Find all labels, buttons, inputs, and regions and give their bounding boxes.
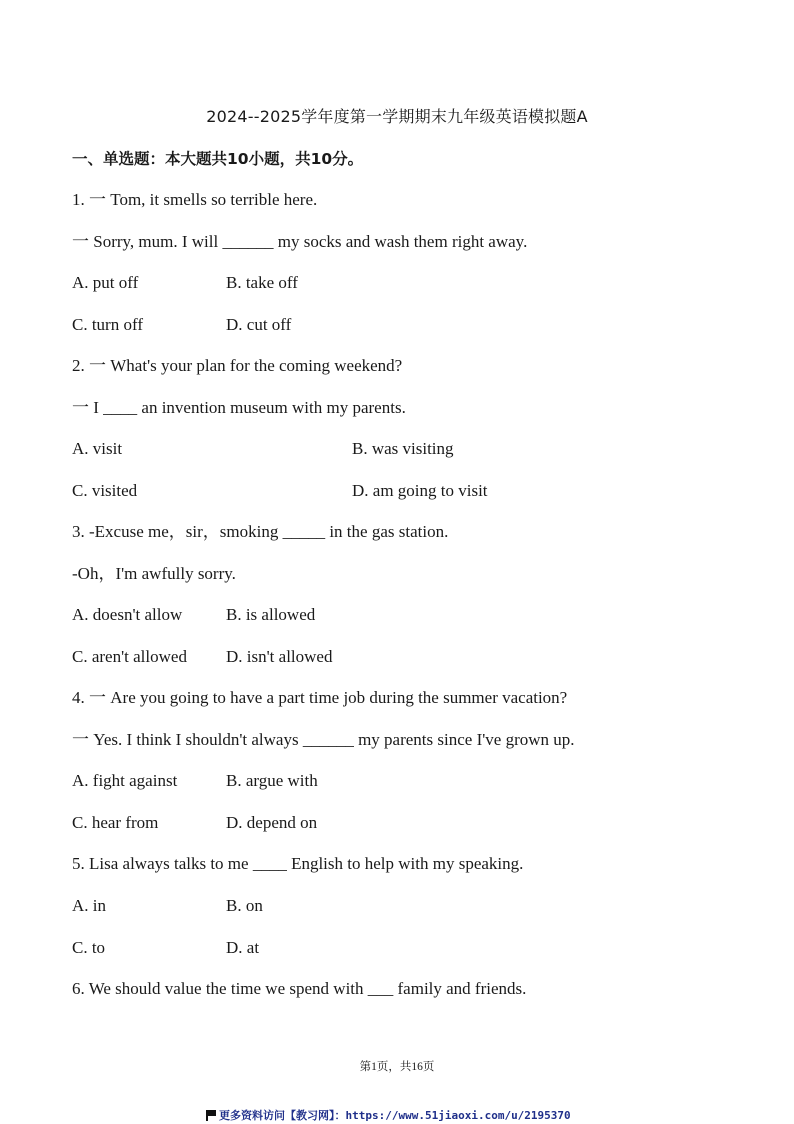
question-4-option-d[interactable]: D. depend on [226,813,318,832]
question-5-stem: 5. Lisa always talks to me ____ English to help with my speaking. [72,854,524,873]
flag-icon [206,1110,216,1121]
question-2-option-d[interactable]: D. am going to visit [352,481,488,500]
question-5-option-c[interactable]: C. to [72,938,106,957]
question-2-reply: 一 I ____ an invention museum with my parents. [72,398,406,417]
question-4-option-b[interactable]: B. argue with [226,771,318,790]
question-3-reply: -Oh，I'm awfully sorry. [72,564,236,583]
question-2-option-c[interactable]: C. visited [72,481,138,500]
question-2-stem: 2. 一 What's your plan for the coming weekend? [72,356,403,375]
question-1-stem: 1. 一 Tom, it smells so terrible here. [72,190,318,209]
question-3-option-d[interactable]: D. isn't allowed [226,647,333,666]
question-3-stem: 3. -Excuse me，sir，smoking _____ in the gas station. [72,522,449,541]
question-3-option-a[interactable]: A. doesn't allow [72,605,183,624]
source-link-text: 更多资料访问【教习网】：https://www.51jiaoxi.com/u/2195370 [219,1109,571,1122]
question-1-option-c[interactable]: C. turn off [72,315,143,334]
question-6-stem: 6. We should value the time we spend with ___ family and friends. [72,979,527,998]
question-2-option-a[interactable]: A. visit [72,439,123,458]
question-4-stem: 4. 一 Are you going to have a part time job during the summer vacation? [72,688,568,707]
page-title: 2024--2025学年度第一学期期末九年级英语模拟题A [206,107,588,126]
question-3-option-b[interactable]: B. is allowed [226,605,316,624]
question-1-option-d[interactable]: D. cut off [226,315,292,334]
question-5-option-d[interactable]: D. at [226,938,260,957]
question-2-option-b[interactable]: B. was visiting [352,439,454,458]
section-heading: 一、单选题：本大题共10小题，共10分。 [72,150,364,168]
question-1-option-a[interactable]: A. put off [72,273,139,292]
question-4-option-c[interactable]: C. hear from [72,813,159,832]
question-4-option-a[interactable]: A. fight against [72,771,178,790]
question-4-reply: 一 Yes. I think I shouldn't always ______ my parents since I've grown up. [72,730,575,749]
question-1-option-b[interactable]: B. take off [226,273,298,292]
question-5-option-a[interactable]: A. in [72,896,106,915]
source-link[interactable] [206,1107,571,1123]
page-number: 第1页，共16页 [359,1061,435,1073]
question-5-option-b[interactable]: B. on [226,896,263,915]
question-3-option-c[interactable]: C. aren't allowed [72,647,187,666]
question-1-reply: 一 Sorry, mum. I will ______ my socks and wash them right away. [72,232,528,251]
